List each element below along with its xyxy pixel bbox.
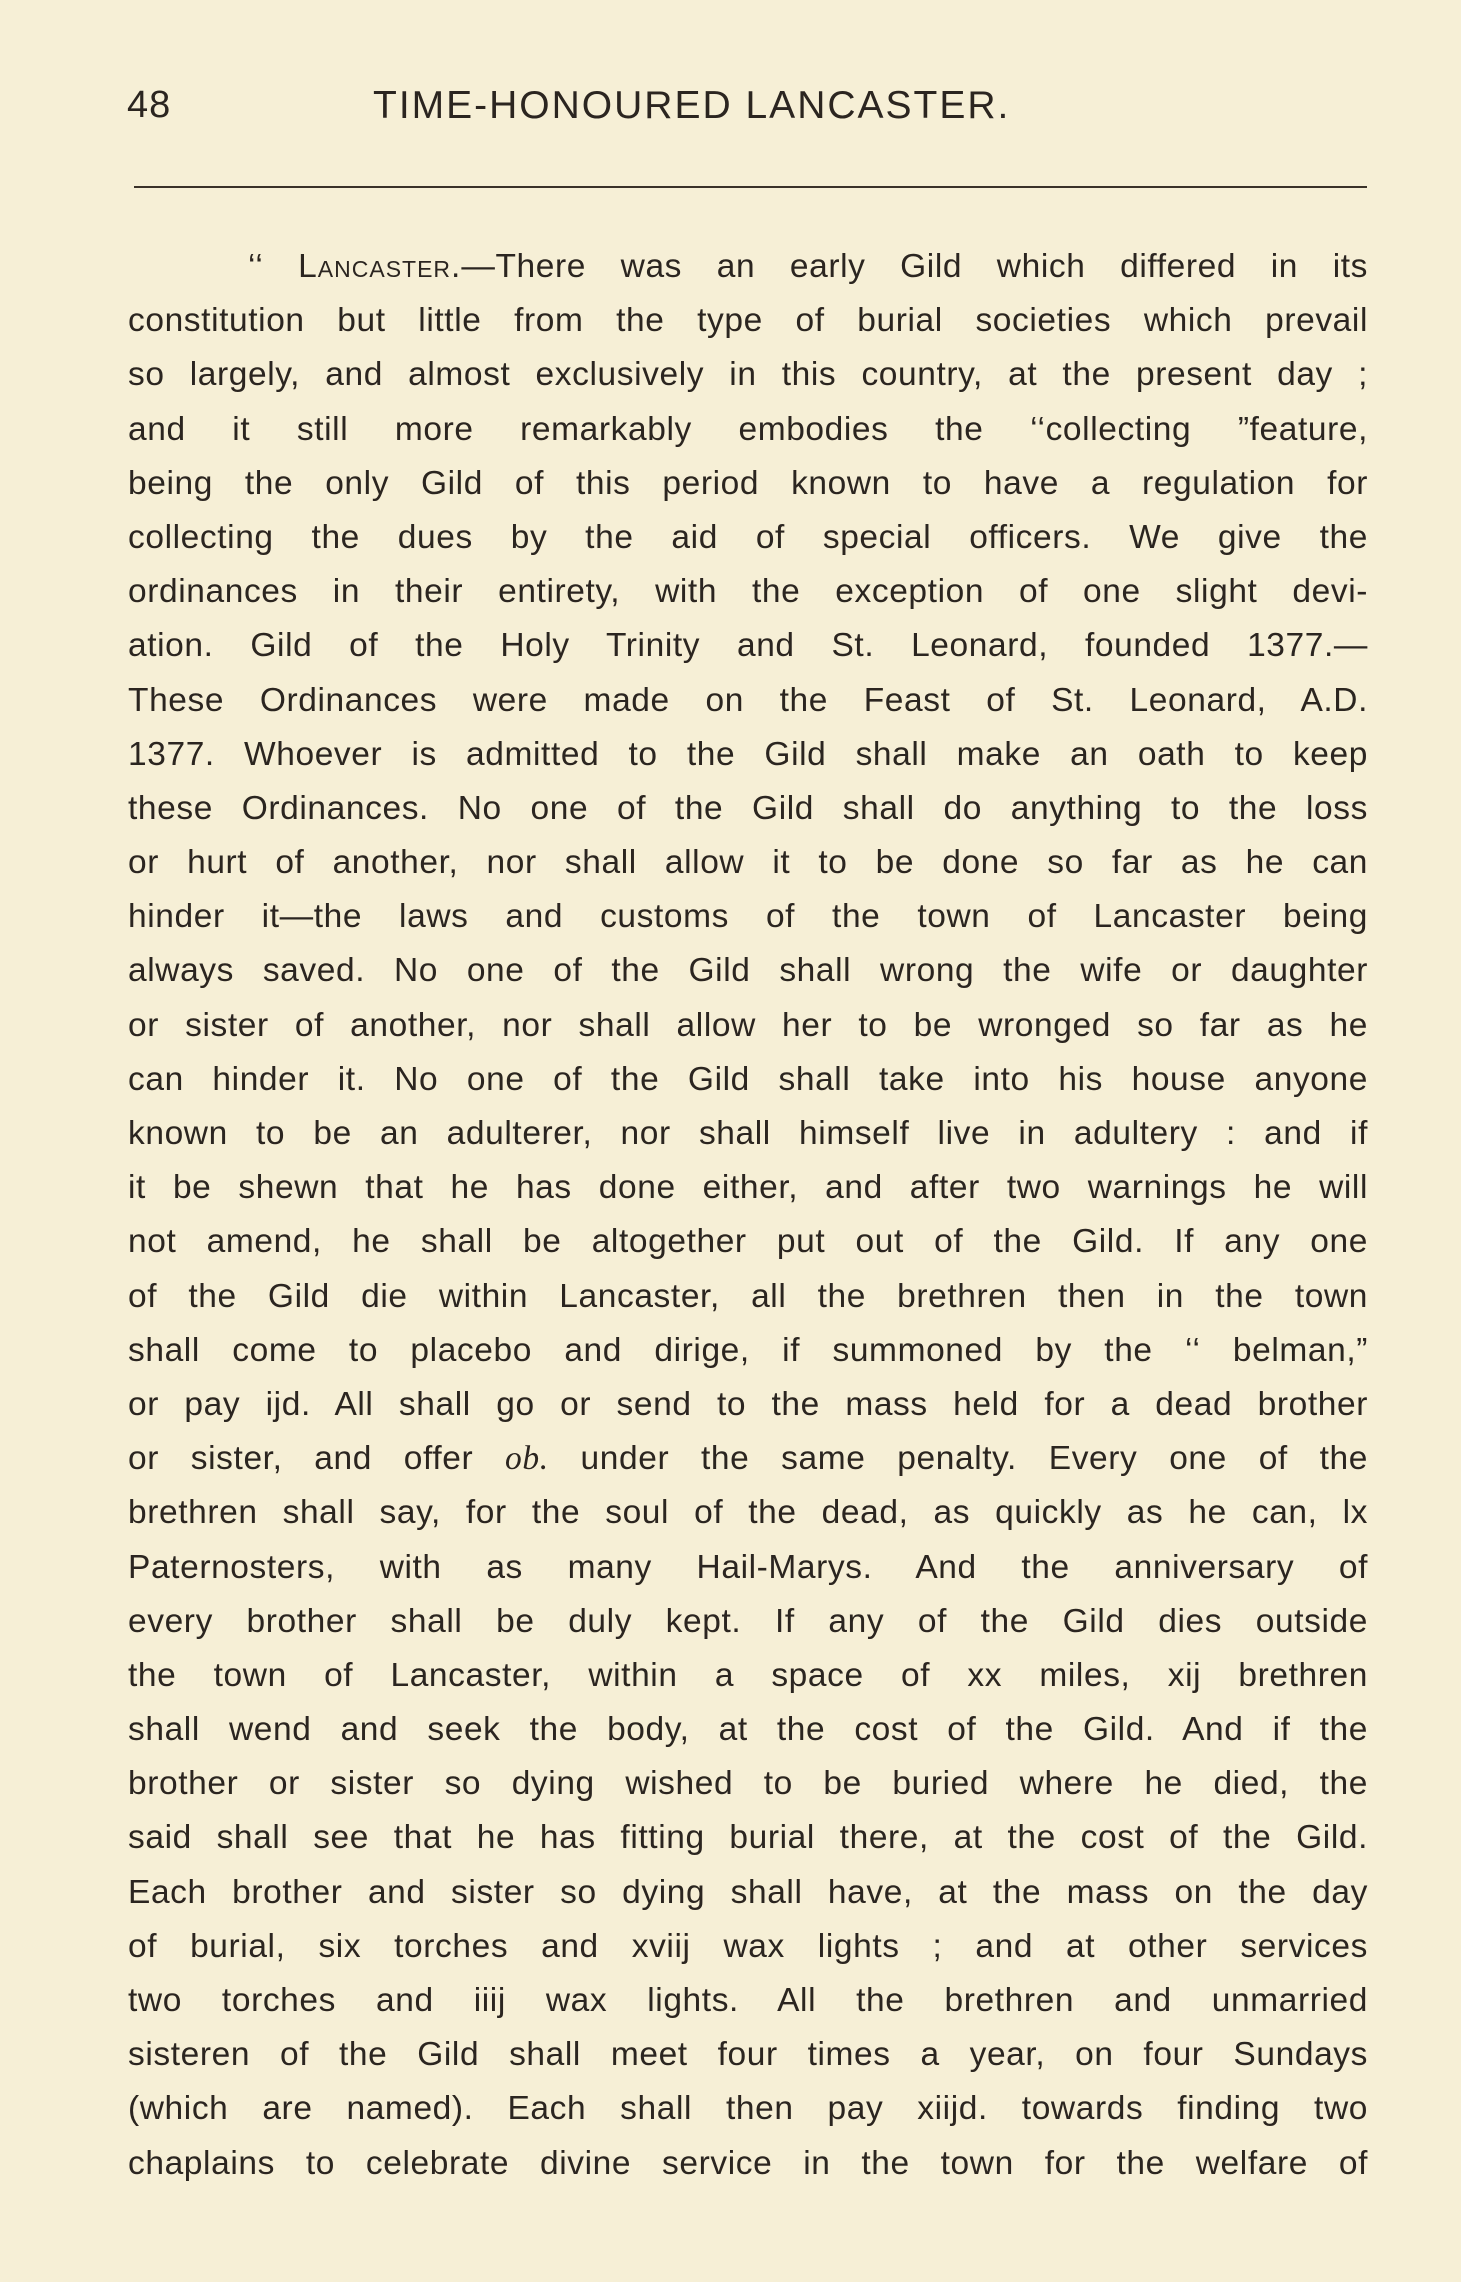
text-line: (which are named). Each shall then pay xiijd. towards finding two [128, 2090, 1368, 2128]
text-line: being the only Gild of this period known to have a regulation for [128, 464, 1368, 502]
text-line: These Ordinances were made on the Feast of St. Leonard, A.D. [128, 681, 1368, 719]
text-line: of burial, six torches and xviij wax lights ; and at other services [128, 1927, 1368, 1965]
text-line: brother or sister so dying wished to be buried where he died, the [128, 1765, 1368, 1803]
text-line: or pay ijd. All shall go or send to the mass held for a dead brother [128, 1385, 1368, 1423]
text-line: known to be an adulterer, nor shall himself live in adultery : and if [128, 1115, 1368, 1152]
text-line: shall come to placebo and dirige, if summoned by the ‘‘ belman,” [128, 1331, 1368, 1369]
text-line: and it still more remarkably embodies the ‘‘collecting ”feature, [128, 410, 1368, 448]
text-line: of the Gild die within Lancaster, all the brethren then in the town [128, 1277, 1368, 1315]
text-line: always saved. No one of the Gild shall wrong the wife or daughter [128, 952, 1368, 990]
text-line: so largely, and almost exclusively in this country, at the present day ; [128, 356, 1368, 394]
text-line: the town of Lancaster, within a space of xx miles, xij brethren [128, 1656, 1368, 1694]
text-line: 1377. Whoever is admitted to the Gild shall make an oath to keep [128, 735, 1368, 773]
body-text [128, 240, 1368, 2191]
header-rule [134, 186, 1367, 188]
text-line: or hurt of another, nor shall allow it to be done so far as he can [128, 844, 1368, 882]
text-line: sisteren of the Gild shall meet four times a year, on four Sundays [128, 2036, 1368, 2074]
text-line: ation. Gild of the Holy Trinity and St. Leonard, founded 1377.— [128, 627, 1368, 665]
text-line-content: or sister, and offer [128, 1440, 506, 1478]
text-line: it be shewn that he has done either, and after two warnings he will [128, 1169, 1368, 1207]
text-line: Each brother and sister so dying shall have, at the mass on the day [128, 1873, 1368, 1911]
text-line: every brother shall be duly kept. If any of the Gild dies outside [128, 1602, 1368, 1640]
page-header [127, 84, 1367, 144]
text-line: constitution but little from the type of burial societies which prevail [128, 302, 1368, 340]
text-line-content: under the same penalty. Every one of the [548, 1440, 1369, 1478]
text-line: hinder it—the laws and customs of the town of Lancaster being [128, 898, 1368, 936]
italic-ob: ob. [505, 1440, 549, 1478]
text-line: or sister of another, nor shall allow her to be wronged so far as he [128, 1006, 1368, 1044]
opening-quote: ‘‘ [248, 248, 299, 285]
text-line: two torches and iiij wax lights. All the brethren and unmarried [128, 1982, 1368, 2019]
text-line: said shall see that he has fitting burial there, at the cost of the Gild. [128, 1819, 1368, 1857]
text-line: can hinder it. No one of the Gild shall take into his house anyone [128, 1060, 1368, 1098]
text-line: Paternosters, with as many Hail-Marys. And the anniversary of [128, 1548, 1368, 1586]
text-line [128, 1432, 1368, 1486]
page-number: 48 [127, 84, 172, 126]
opening-word: Lancaster. [298, 248, 462, 285]
text-line: these Ordinances. No one of the Gild shall do anything to the loss [128, 789, 1368, 827]
text-line-content: —There was an early Gild which differed in its [461, 248, 1368, 285]
text-line: not amend, he shall be altogether put out of the Gild. If any one [128, 1223, 1368, 1261]
text-line: collecting the dues by the aid of special officers. We give the [128, 518, 1368, 556]
text-line: chaplains to celebrate divine service in the town for the welfare of [128, 2144, 1368, 2182]
text-line: shall wend and seek the body, at the cost of the Gild. And if the [128, 1711, 1368, 1749]
running-title: TIME-HONOURED LANCASTER. [373, 84, 1011, 127]
text-line [128, 240, 1368, 294]
text-line: brethren shall say, for the soul of the dead, as quickly as he can, lx [128, 1494, 1368, 1532]
text-line: ordinances in their entirety, with the exception of one slight devi- [128, 573, 1368, 611]
